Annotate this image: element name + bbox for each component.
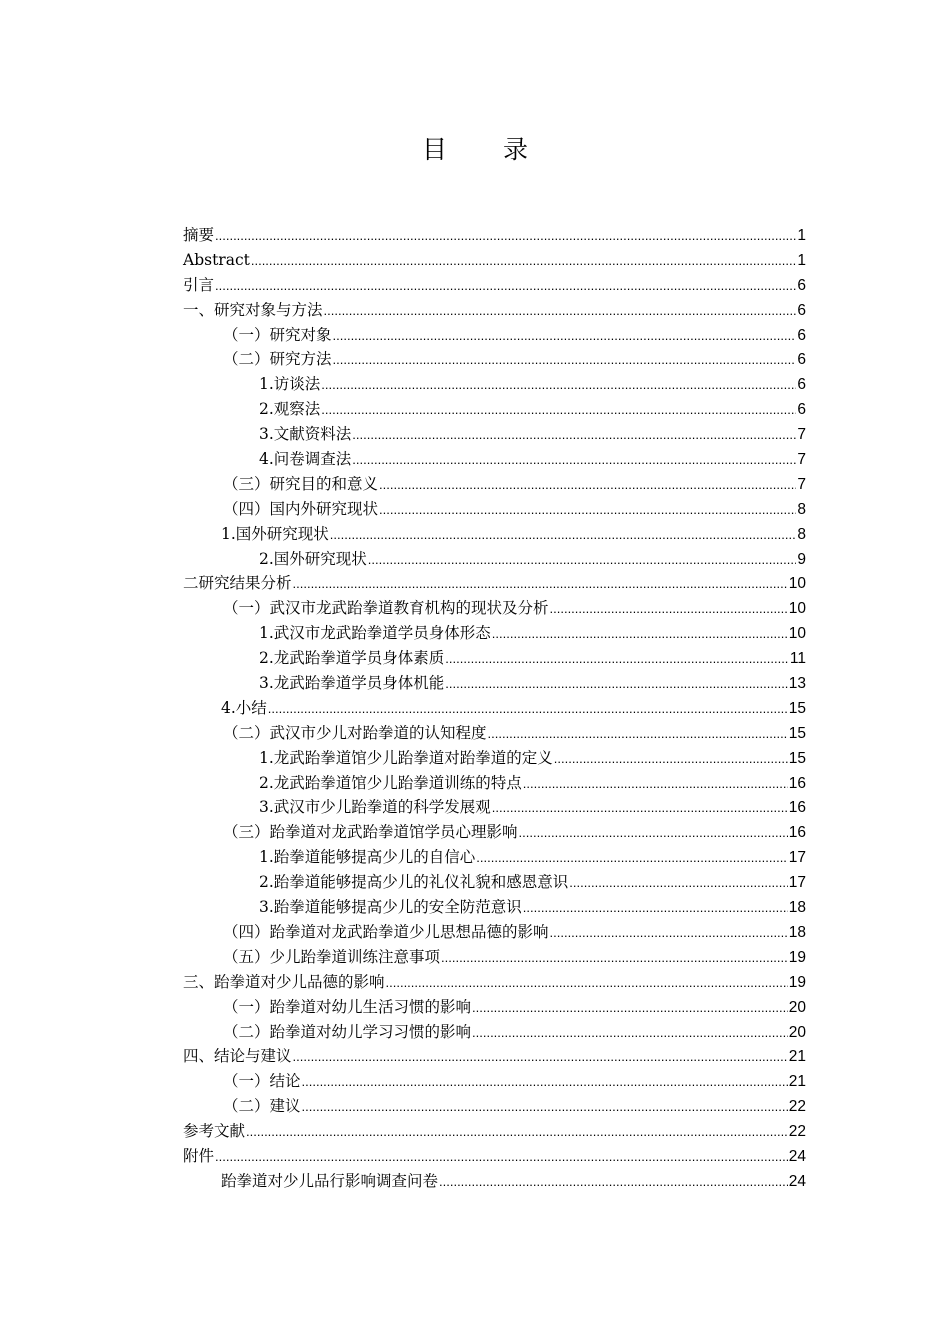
dot-leader [352, 423, 796, 448]
toc-entry-title: 2.国外研究现状 [259, 549, 367, 568]
toc-entry-page: 20 [788, 998, 806, 1016]
toc-entry[interactable] [183, 1020, 806, 1045]
toc-entry-title: 1.武汉市龙武跆拳道学员身体形态 [259, 624, 491, 643]
toc-entry[interactable] [183, 397, 806, 422]
toc-entry-title: 4.问卷调查法 [259, 450, 352, 469]
toc-entry-title: （三）跆拳道对龙武跆拳道馆学员心理影响 [223, 823, 518, 842]
table-of-contents [183, 223, 806, 1194]
toc-entry-title: 2.观察法 [259, 400, 321, 419]
toc-entry-title: 跆拳道对少儿品行影响调查问卷 [221, 1171, 439, 1190]
toc-entry-title: 附件 [183, 1146, 215, 1165]
toc-entry-title: （一）武汉市龙武跆拳道教育机构的现状及分析 [223, 599, 549, 618]
toc-entry[interactable] [183, 1069, 806, 1094]
dot-leader [302, 1095, 788, 1120]
toc-entry[interactable] [183, 547, 806, 572]
toc-entry-page: 20 [788, 1023, 806, 1041]
toc-entry-title: 3.跆拳道能够提高少儿的安全防范意识 [259, 898, 522, 917]
toc-entry-title: （五）少儿跆拳道训练注意事项 [223, 947, 441, 966]
dot-leader [352, 448, 796, 473]
toc-entry[interactable] [183, 422, 806, 447]
dot-leader [379, 498, 796, 523]
dot-leader [251, 249, 797, 274]
toc-entry[interactable] [183, 771, 806, 796]
dot-leader [333, 348, 797, 373]
toc-entry-title: （二）研究方法 [223, 350, 332, 369]
toc-entry-page: 6 [797, 376, 806, 394]
dot-leader [333, 324, 797, 349]
dot-leader [445, 672, 787, 697]
toc-entry[interactable] [183, 347, 806, 372]
toc-entry-title: 一、研究对象与方法 [183, 300, 323, 319]
dot-leader [550, 597, 788, 622]
toc-entry-page: 10 [788, 600, 806, 618]
toc-entry-title: 1.访谈法 [259, 375, 321, 394]
toc-entry[interactable] [183, 845, 806, 870]
toc-entry-page: 24 [788, 1147, 806, 1165]
toc-entry[interactable] [183, 298, 806, 323]
toc-entry[interactable] [183, 721, 806, 746]
dot-leader [492, 796, 788, 821]
toc-entry-page: 21 [788, 1048, 806, 1066]
toc-entry[interactable] [183, 1044, 806, 1069]
toc-entry[interactable] [183, 472, 806, 497]
toc-entry-title: （四）跆拳道对龙武跆拳道少儿思想品德的影响 [223, 922, 549, 941]
dot-leader [523, 772, 788, 797]
toc-entry-title: （二）武汉市少儿对跆拳道的认知程度 [223, 723, 487, 742]
toc-entry-title: （一）结论 [223, 1072, 301, 1091]
dot-leader [330, 523, 797, 548]
toc-entry-page: 16 [788, 799, 806, 817]
toc-entry-title: （三）研究目的和意义 [223, 474, 379, 493]
toc-entry[interactable] [183, 895, 806, 920]
toc-entry-page: 6 [797, 401, 806, 419]
toc-entry-page: 13 [788, 675, 806, 693]
dot-leader [519, 821, 788, 846]
dot-leader [368, 548, 797, 573]
dot-leader [445, 647, 789, 672]
toc-entry-title: （一）跆拳道对幼儿生活习惯的影响 [223, 997, 472, 1016]
toc-entry[interactable] [183, 870, 806, 895]
toc-entry-page: 17 [788, 849, 806, 867]
toc-entry-title: 3.龙武跆拳道学员身体机能 [259, 674, 445, 693]
toc-entry-title: 1.国外研究现状 [221, 524, 329, 543]
toc-entry-page: 21 [788, 1073, 806, 1091]
toc-entry-page: 18 [788, 899, 806, 917]
toc-entry-title: Abstract [183, 250, 250, 269]
dot-leader [324, 299, 797, 324]
toc-entry[interactable] [183, 696, 806, 721]
toc-entry-page: 22 [788, 1098, 806, 1116]
toc-entry-page: 17 [788, 874, 806, 892]
dot-leader [492, 622, 788, 647]
toc-entry[interactable] [183, 945, 806, 970]
toc-entry[interactable] [183, 1169, 806, 1194]
dot-leader [379, 473, 796, 498]
toc-entry[interactable] [183, 671, 806, 696]
toc-entry-page: 19 [788, 948, 806, 966]
toc-entry[interactable] [183, 646, 806, 671]
toc-entry-page: 7 [797, 426, 806, 444]
toc-entry-title: （一）研究对象 [223, 325, 332, 344]
dot-leader [439, 1170, 788, 1195]
dot-leader [472, 996, 788, 1021]
toc-entry[interactable] [183, 497, 806, 522]
toc-entry[interactable] [183, 621, 806, 646]
toc-entry-page: 18 [788, 923, 806, 941]
toc-entry[interactable] [183, 920, 806, 945]
toc-entry-page: 16 [788, 774, 806, 792]
toc-entry[interactable] [183, 447, 806, 472]
dot-leader [215, 274, 796, 299]
dot-leader [476, 846, 787, 871]
toc-entry-page: 15 [788, 749, 806, 767]
toc-entry[interactable] [183, 970, 806, 995]
dot-leader [321, 398, 796, 423]
toc-entry-page: 16 [788, 824, 806, 842]
dot-leader [215, 224, 796, 249]
toc-entry-page: 8 [797, 500, 806, 518]
toc-entry[interactable] [183, 1144, 806, 1169]
dot-leader [293, 1045, 788, 1070]
toc-entry-page: 15 [788, 699, 806, 717]
toc-entry-title: 摘要 [183, 226, 215, 244]
toc-entry-title: 三、跆拳道对少儿品德的影响 [183, 972, 385, 991]
dot-leader [386, 971, 788, 996]
toc-entry-title: 引言 [183, 275, 215, 294]
toc-entry-title: （四）国内外研究现状 [223, 499, 379, 518]
toc-entry-title: 二研究结果分析 [183, 574, 292, 593]
dot-leader [554, 747, 788, 772]
dot-leader [215, 1145, 788, 1170]
toc-entry-page: 15 [788, 724, 806, 742]
toc-entry[interactable] [183, 248, 806, 273]
toc-entry-page: 1 [797, 227, 806, 244]
toc-entry-title: 2.龙武跆拳道馆少儿跆拳道训练的特点 [259, 773, 522, 792]
toc-entry-page: 6 [797, 351, 806, 369]
toc-entry-title: 参考文献 [183, 1122, 246, 1141]
toc-entry-title: 1.龙武跆拳道馆少儿跆拳道对跆拳道的定义 [259, 748, 553, 767]
dot-leader [246, 1120, 788, 1145]
toc-entry-page: 10 [788, 625, 806, 643]
toc-entry-title: 1.跆拳道能够提高少儿的自信心 [259, 848, 476, 867]
dot-leader [550, 921, 788, 946]
toc-entry-page: 22 [788, 1123, 806, 1141]
dot-leader [569, 871, 787, 896]
toc-entry-title: 2.跆拳道能够提高少儿的礼仪礼貌和感恩意识 [259, 873, 569, 892]
dot-leader [293, 572, 788, 597]
toc-entry-title: 3.武汉市少儿跆拳道的科学发展观 [259, 798, 491, 817]
toc-entry-page: 24 [788, 1172, 806, 1190]
toc-entry-page: 7 [797, 475, 806, 493]
toc-entry-page: 7 [797, 451, 806, 469]
toc-entry-page: 9 [797, 550, 806, 568]
toc-entry-title: 3.文献资料法 [259, 425, 352, 444]
toc-entry-title: （二）建议 [223, 1097, 301, 1116]
toc-entry-title: 2.龙武跆拳道学员身体素质 [259, 649, 445, 668]
toc-entry-page: 1 [797, 251, 806, 269]
toc-entry[interactable] [183, 571, 806, 596]
dot-leader [523, 896, 788, 921]
dot-leader [268, 697, 788, 722]
toc-entry[interactable] [183, 522, 806, 547]
dot-leader [472, 1021, 788, 1046]
toc-entry[interactable] [183, 223, 806, 248]
toc-entry[interactable] [183, 820, 806, 845]
dot-leader [302, 1070, 788, 1095]
toc-entry-page: 19 [788, 973, 806, 991]
toc-entry[interactable] [183, 596, 806, 621]
toc-entry-title: （二）跆拳道对幼儿学习习惯的影响 [223, 1022, 472, 1041]
toc-entry[interactable] [183, 372, 806, 397]
toc-entry-title: 四、结论与建议 [183, 1047, 292, 1066]
toc-entry[interactable] [183, 323, 806, 348]
toc-entry-page: 6 [797, 276, 806, 294]
toc-entry[interactable] [183, 1119, 806, 1144]
toc-entry[interactable] [183, 795, 806, 820]
dot-leader [488, 722, 788, 747]
dot-leader [441, 946, 788, 971]
toc-title: 目 录 [422, 135, 552, 164]
toc-entry[interactable] [183, 273, 806, 298]
toc-entry[interactable] [183, 746, 806, 771]
toc-entry-title: 4.小结 [221, 698, 267, 717]
dot-leader [321, 373, 796, 398]
toc-entry-page: 6 [797, 301, 806, 319]
toc-entry-page: 11 [789, 650, 806, 668]
toc-entry-page: 6 [797, 326, 806, 344]
toc-entry-page: 10 [788, 575, 806, 593]
toc-entry-page: 8 [797, 525, 806, 543]
toc-entry[interactable] [183, 1094, 806, 1119]
toc-entry[interactable] [183, 995, 806, 1020]
